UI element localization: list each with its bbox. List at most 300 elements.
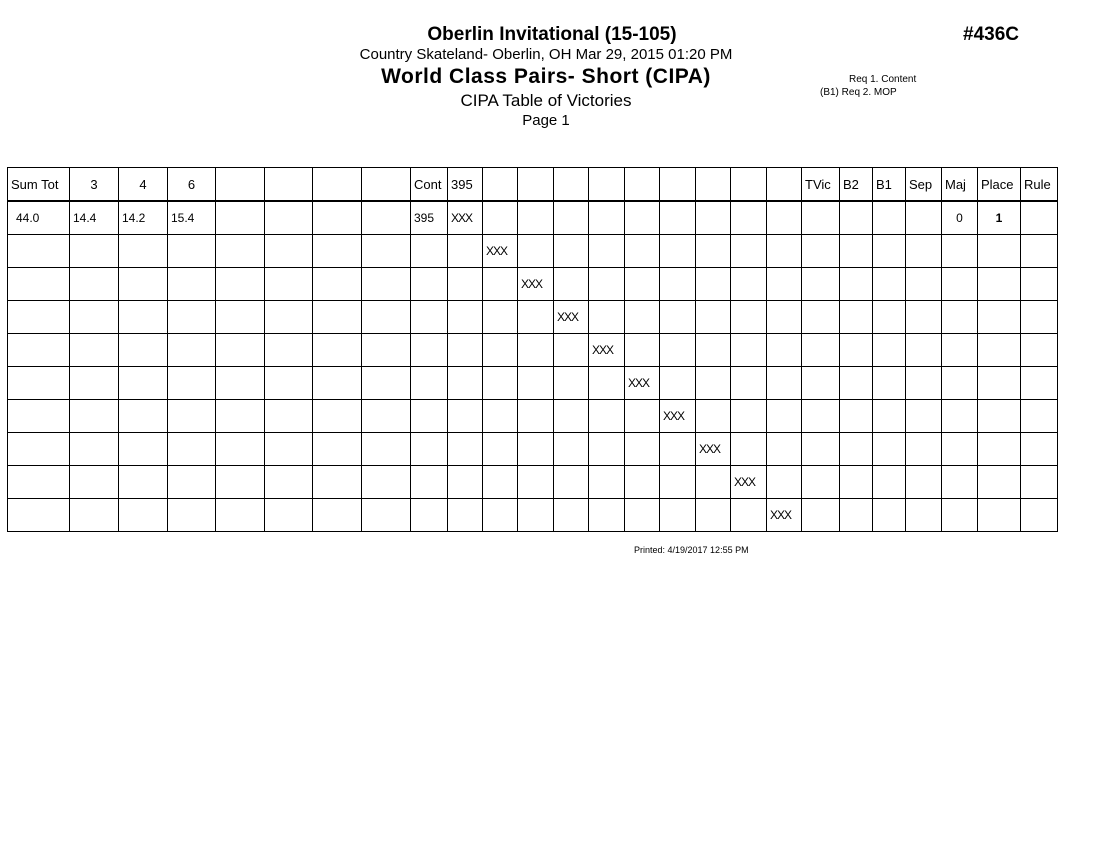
cross-mark: XXX xyxy=(767,499,802,532)
requirement-2: (B1) Req 2. MOP xyxy=(820,87,897,98)
table-cell xyxy=(313,201,362,235)
table-cell xyxy=(168,235,216,268)
table-cell xyxy=(906,433,942,466)
table-cell xyxy=(168,433,216,466)
table-cell xyxy=(942,433,978,466)
table-cell xyxy=(906,301,942,334)
requirement-1: Req 1. Content xyxy=(849,74,917,85)
table-cell xyxy=(589,235,625,268)
table-cell xyxy=(767,334,802,367)
column-header xyxy=(589,168,625,202)
table-row xyxy=(8,334,1058,367)
table-cell xyxy=(518,466,554,499)
table-cell xyxy=(625,466,660,499)
table-cell xyxy=(8,334,70,367)
table-row xyxy=(8,499,1058,532)
b2-cell xyxy=(840,201,873,235)
table-cell xyxy=(518,301,554,334)
table-cell xyxy=(942,334,978,367)
table-row xyxy=(8,201,1058,235)
table-cell xyxy=(8,235,70,268)
table-cell xyxy=(802,235,840,268)
table-cell xyxy=(767,201,802,235)
table-cell xyxy=(873,367,906,400)
table-cell xyxy=(265,400,313,433)
table-cell xyxy=(840,268,873,301)
table-cell xyxy=(554,235,589,268)
table-cell xyxy=(802,334,840,367)
table-cell xyxy=(362,433,411,466)
table-cell xyxy=(767,466,802,499)
table-cell xyxy=(696,499,731,532)
table-cell xyxy=(554,201,589,235)
table-cell xyxy=(411,367,448,400)
table-cell xyxy=(518,334,554,367)
table-cell xyxy=(518,235,554,268)
sep-cell xyxy=(906,201,942,235)
column-header: Maj xyxy=(942,168,978,202)
column-header xyxy=(265,168,313,202)
table-cell xyxy=(119,466,168,499)
table-cell xyxy=(554,499,589,532)
table-cell xyxy=(625,301,660,334)
column-header: 3 xyxy=(70,168,119,202)
table-cell xyxy=(483,433,518,466)
table-cell xyxy=(119,499,168,532)
table-cell xyxy=(802,466,840,499)
table-cell xyxy=(696,466,731,499)
table-cell xyxy=(554,268,589,301)
table-cell xyxy=(731,235,767,268)
table-cell xyxy=(313,433,362,466)
table-cell xyxy=(696,235,731,268)
table-cell xyxy=(1021,301,1058,334)
table-cell xyxy=(119,334,168,367)
table-row xyxy=(8,235,1058,268)
table-cell xyxy=(411,235,448,268)
table-cell xyxy=(978,268,1021,301)
table-cell xyxy=(731,334,767,367)
sum-total-cell: 44.0 xyxy=(8,201,70,235)
table-row xyxy=(8,367,1058,400)
table-cell xyxy=(625,400,660,433)
column-header: Cont xyxy=(411,168,448,202)
table-cell xyxy=(362,301,411,334)
table-cell xyxy=(1021,268,1058,301)
table-cell xyxy=(906,466,942,499)
column-header xyxy=(731,168,767,202)
event-code: #436C xyxy=(963,24,1019,45)
table-cell xyxy=(696,268,731,301)
table-cell xyxy=(216,499,265,532)
table-cell xyxy=(70,466,119,499)
table-cell xyxy=(840,433,873,466)
column-header xyxy=(216,168,265,202)
competition-title: Oberlin Invitational (15-105) xyxy=(427,24,677,45)
table-cell xyxy=(265,235,313,268)
table-cell xyxy=(70,334,119,367)
table-cell xyxy=(168,268,216,301)
table-cell xyxy=(411,499,448,532)
table-cell xyxy=(168,334,216,367)
table-cell xyxy=(411,400,448,433)
table-cell xyxy=(731,268,767,301)
table-cell xyxy=(802,367,840,400)
cross-mark: XXX xyxy=(660,400,696,433)
table-cell xyxy=(265,367,313,400)
table-cell xyxy=(119,268,168,301)
table-row xyxy=(8,301,1058,334)
table-cell xyxy=(802,400,840,433)
table-cell xyxy=(70,400,119,433)
table-cell xyxy=(518,201,554,235)
table-cell xyxy=(589,499,625,532)
table-cell xyxy=(313,334,362,367)
table-cell xyxy=(483,466,518,499)
table-cell xyxy=(731,201,767,235)
table-cell xyxy=(942,268,978,301)
table-cell xyxy=(216,301,265,334)
column-header xyxy=(625,168,660,202)
column-header: B2 xyxy=(840,168,873,202)
table-cell xyxy=(978,334,1021,367)
table-cell xyxy=(8,466,70,499)
table-cell xyxy=(802,499,840,532)
column-header: Place xyxy=(978,168,1021,202)
table-cell xyxy=(731,433,767,466)
table-cell xyxy=(696,334,731,367)
table-cell xyxy=(767,433,802,466)
cross-mark: XXX xyxy=(589,334,625,367)
table-cell xyxy=(978,235,1021,268)
table-cell xyxy=(483,367,518,400)
column-header: 6 xyxy=(168,168,216,202)
victories-table xyxy=(7,167,1058,532)
table-cell xyxy=(313,367,362,400)
table-cell xyxy=(660,301,696,334)
table-cell xyxy=(362,466,411,499)
table-cell xyxy=(660,201,696,235)
table-cell xyxy=(625,433,660,466)
table-cell xyxy=(168,466,216,499)
table-row xyxy=(8,268,1058,301)
table-cell xyxy=(448,235,483,268)
header-row xyxy=(8,168,1058,202)
column-header xyxy=(362,168,411,202)
table-cell xyxy=(660,235,696,268)
table-cell xyxy=(840,235,873,268)
table-cell xyxy=(906,499,942,532)
table-cell xyxy=(70,268,119,301)
column-header xyxy=(767,168,802,202)
table-cell xyxy=(448,301,483,334)
table-cell xyxy=(873,334,906,367)
table-cell xyxy=(767,268,802,301)
table-cell xyxy=(625,268,660,301)
table-cell xyxy=(265,433,313,466)
table-cell xyxy=(448,367,483,400)
table-cell xyxy=(589,433,625,466)
table-cell xyxy=(119,400,168,433)
table-cell xyxy=(518,499,554,532)
table-cell xyxy=(625,201,660,235)
table-cell xyxy=(906,334,942,367)
table-cell xyxy=(216,268,265,301)
table-cell xyxy=(518,433,554,466)
table-cell xyxy=(660,433,696,466)
table-cell xyxy=(767,235,802,268)
table-cell xyxy=(625,499,660,532)
cross-mark: XXX xyxy=(448,201,483,235)
table-cell xyxy=(554,433,589,466)
column-header: 395 xyxy=(448,168,483,202)
table-cell xyxy=(216,367,265,400)
cont-cell: 395 xyxy=(411,201,448,235)
table-cell xyxy=(978,301,1021,334)
table-cell xyxy=(589,466,625,499)
table-cell xyxy=(554,400,589,433)
table-cell xyxy=(696,400,731,433)
table-cell xyxy=(168,400,216,433)
table-cell xyxy=(660,499,696,532)
table-cell xyxy=(119,235,168,268)
table-cell xyxy=(554,367,589,400)
table-cell xyxy=(483,268,518,301)
table-cell xyxy=(660,334,696,367)
table-cell xyxy=(873,400,906,433)
table-cell xyxy=(70,433,119,466)
table-cell xyxy=(840,499,873,532)
column-header xyxy=(518,168,554,202)
table-cell xyxy=(265,499,313,532)
table-cell xyxy=(518,400,554,433)
table-cell xyxy=(362,268,411,301)
column-header xyxy=(483,168,518,202)
table-cell xyxy=(216,334,265,367)
column-header xyxy=(554,168,589,202)
table-cell xyxy=(906,367,942,400)
table-cell xyxy=(70,499,119,532)
b1-cell xyxy=(873,201,906,235)
cross-mark: XXX xyxy=(625,367,660,400)
column-header: Sum Tot xyxy=(8,168,70,202)
table-cell xyxy=(265,301,313,334)
column-header xyxy=(696,168,731,202)
column-header xyxy=(660,168,696,202)
table-cell xyxy=(731,301,767,334)
table-cell xyxy=(802,301,840,334)
table-cell xyxy=(265,334,313,367)
table-cell xyxy=(411,268,448,301)
cross-mark: XXX xyxy=(696,433,731,466)
table-cell xyxy=(265,466,313,499)
table-cell xyxy=(942,466,978,499)
cross-mark: XXX xyxy=(518,268,554,301)
table-cell xyxy=(589,268,625,301)
table-cell xyxy=(942,301,978,334)
table-cell xyxy=(978,466,1021,499)
table-cell xyxy=(660,367,696,400)
table-cell xyxy=(696,301,731,334)
table-cell xyxy=(873,268,906,301)
table-cell xyxy=(978,367,1021,400)
table-cell xyxy=(767,400,802,433)
table-cell xyxy=(8,400,70,433)
table-cell xyxy=(840,301,873,334)
table-cell xyxy=(873,301,906,334)
table-cell xyxy=(362,400,411,433)
table-cell xyxy=(731,367,767,400)
table-cell xyxy=(978,499,1021,532)
cross-mark: XXX xyxy=(483,235,518,268)
table-cell xyxy=(1021,499,1058,532)
table-cell xyxy=(660,466,696,499)
table-cell xyxy=(8,301,70,334)
column-header: Rule xyxy=(1021,168,1058,202)
place-cell: 1 xyxy=(978,201,1021,235)
table-cell xyxy=(625,334,660,367)
venue-date: Country Skateland- Oberlin, OH Mar 29, 2015 01:20 PM xyxy=(359,46,733,63)
table-cell xyxy=(119,367,168,400)
table-cell xyxy=(313,235,362,268)
page-number: Page 1 xyxy=(522,112,570,129)
table-cell xyxy=(483,400,518,433)
table-cell xyxy=(313,400,362,433)
table-cell xyxy=(483,201,518,235)
table-cell xyxy=(8,499,70,532)
table-cell xyxy=(265,201,313,235)
table-cell xyxy=(802,268,840,301)
table-cell xyxy=(448,400,483,433)
table-cell xyxy=(873,433,906,466)
table-cell xyxy=(518,367,554,400)
table-cell xyxy=(589,367,625,400)
table-cell xyxy=(8,433,70,466)
table-cell xyxy=(8,367,70,400)
table-cell xyxy=(873,499,906,532)
column-header: Sep xyxy=(906,168,942,202)
table-cell xyxy=(731,400,767,433)
table-cell xyxy=(589,400,625,433)
cross-mark: XXX xyxy=(554,301,589,334)
table-cell xyxy=(589,301,625,334)
table-cell xyxy=(1021,466,1058,499)
table-cell xyxy=(802,433,840,466)
column-header: TVic xyxy=(802,168,840,202)
table-cell xyxy=(840,466,873,499)
printed-timestamp: Printed: 4/19/2017 12:55 PM xyxy=(634,545,749,555)
table-cell xyxy=(216,201,265,235)
table-cell xyxy=(168,301,216,334)
table-cell xyxy=(873,235,906,268)
table-cell xyxy=(978,433,1021,466)
table-cell xyxy=(70,367,119,400)
table-cell xyxy=(840,400,873,433)
table-cell xyxy=(313,268,362,301)
table-cell xyxy=(483,301,518,334)
table-row xyxy=(8,400,1058,433)
table-cell xyxy=(362,367,411,400)
table-cell xyxy=(216,400,265,433)
table-cell xyxy=(483,334,518,367)
table-cell xyxy=(313,466,362,499)
table-cell xyxy=(411,466,448,499)
table-cell xyxy=(906,400,942,433)
table-cell xyxy=(362,235,411,268)
table-cell xyxy=(216,433,265,466)
table-cell xyxy=(168,499,216,532)
table-cell xyxy=(448,268,483,301)
table-cell xyxy=(70,301,119,334)
table-cell xyxy=(906,235,942,268)
table-title: CIPA Table of Victories xyxy=(460,91,632,110)
column-header: B1 xyxy=(873,168,906,202)
table-cell xyxy=(625,235,660,268)
table-cell xyxy=(696,201,731,235)
table-cell xyxy=(411,433,448,466)
table-cell xyxy=(1021,334,1058,367)
table-cell xyxy=(8,268,70,301)
table-cell xyxy=(942,400,978,433)
table-cell xyxy=(589,201,625,235)
table-cell xyxy=(411,301,448,334)
table-cell xyxy=(660,268,696,301)
table-cell xyxy=(942,499,978,532)
table-cell xyxy=(119,301,168,334)
table-cell xyxy=(216,466,265,499)
column-header xyxy=(313,168,362,202)
table-cell xyxy=(362,201,411,235)
table-cell xyxy=(978,400,1021,433)
table-cell xyxy=(554,466,589,499)
column-header: 4 xyxy=(119,168,168,202)
judge-6-cell: 15.4 xyxy=(168,201,216,235)
table-cell xyxy=(840,334,873,367)
table-cell xyxy=(483,499,518,532)
table-cell xyxy=(840,367,873,400)
table-cell xyxy=(313,499,362,532)
table-cell xyxy=(942,367,978,400)
table-cell xyxy=(1021,235,1058,268)
judge-3-cell: 14.4 xyxy=(70,201,119,235)
judge-4-cell: 14.2 xyxy=(119,201,168,235)
table-cell xyxy=(119,433,168,466)
tvic-cell xyxy=(802,201,840,235)
table-cell xyxy=(168,367,216,400)
table-cell xyxy=(448,334,483,367)
table-cell xyxy=(265,268,313,301)
table-cell xyxy=(767,301,802,334)
table-cell xyxy=(942,235,978,268)
table-cell xyxy=(362,499,411,532)
table-cell xyxy=(1021,433,1058,466)
table-cell xyxy=(448,433,483,466)
table-cell xyxy=(554,334,589,367)
table-cell xyxy=(731,499,767,532)
table-cell xyxy=(873,466,906,499)
table-cell xyxy=(411,334,448,367)
table-row xyxy=(8,433,1058,466)
cross-mark: XXX xyxy=(731,466,767,499)
maj-cell: 0 xyxy=(942,201,978,235)
table-cell xyxy=(70,235,119,268)
table-cell xyxy=(313,301,362,334)
event-title: World Class Pairs- Short (CIPA) xyxy=(381,65,711,88)
table-cell xyxy=(448,466,483,499)
table-cell xyxy=(448,499,483,532)
table-row xyxy=(8,466,1058,499)
table-cell xyxy=(906,268,942,301)
